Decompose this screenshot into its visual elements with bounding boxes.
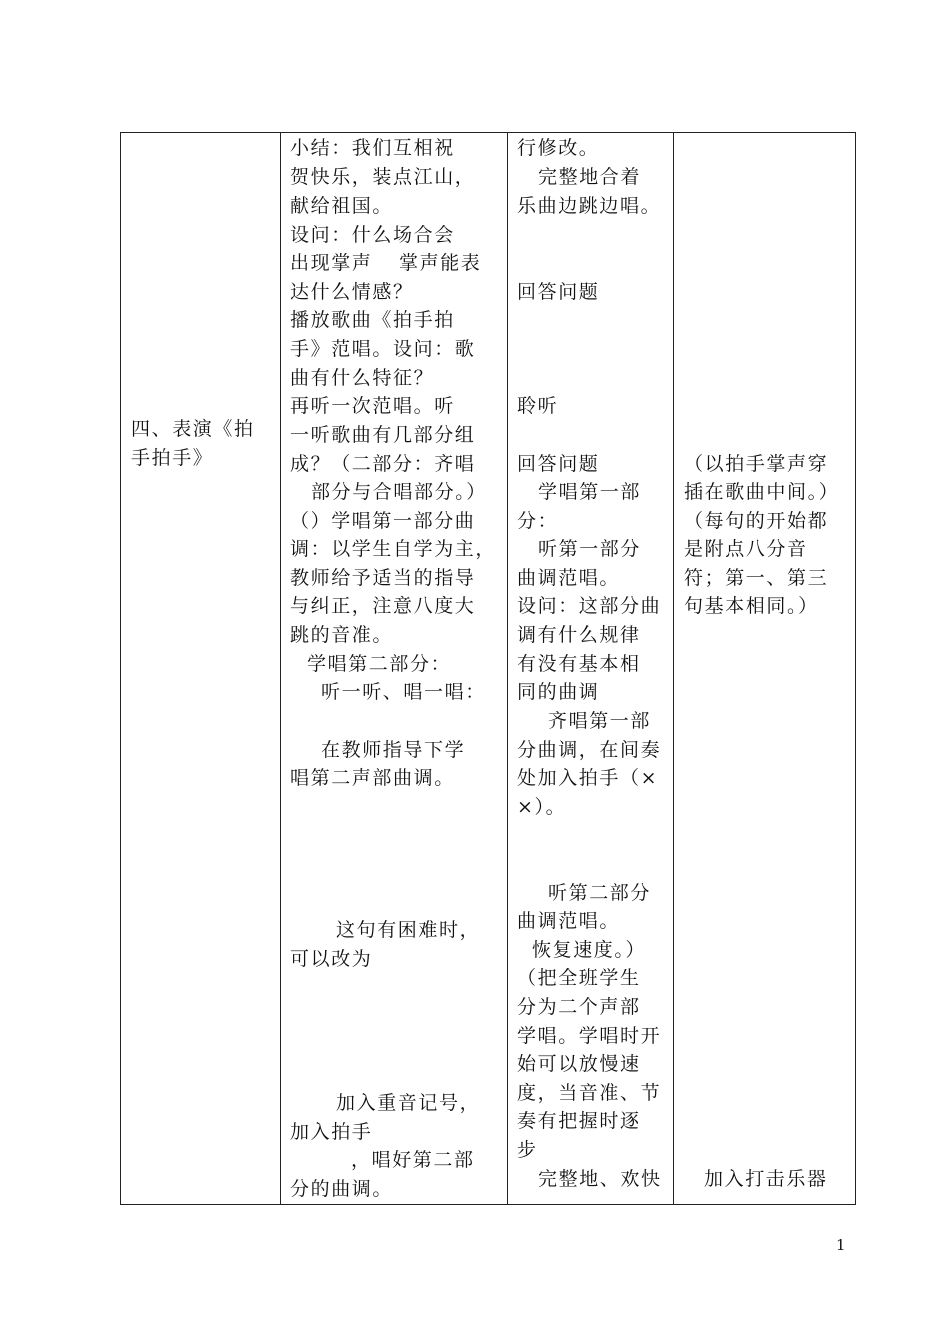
cell-text: 部分与合唱部分。） — [311, 481, 487, 503]
cell-text: 分的曲调。 — [290, 1178, 394, 1200]
cell-text: 度，当音准、节 — [517, 1082, 662, 1104]
cell-text: 完整地合着 — [538, 166, 642, 188]
cell-text: 加入拍手 — [290, 1121, 373, 1143]
cell-text: 成？（二部分：齐唱 — [290, 453, 476, 475]
column-stage — [121, 133, 280, 1204]
cell-text: 一听歌曲有几部分组 — [290, 424, 476, 446]
column-teacher-activity — [280, 133, 507, 1204]
cell-text: 在教师指导下学 — [321, 739, 466, 761]
cell-text: 唱第二声部曲调。 — [290, 767, 455, 789]
cell-text: 处加入拍手（× — [517, 767, 659, 789]
cell-text: 听第一部分 — [538, 538, 642, 560]
column-notes — [673, 133, 855, 1204]
cell-text: 设问：这部分曲 — [517, 595, 662, 617]
cell-text: 是附点八分音 — [684, 538, 808, 560]
cell-text: 学唱第二部分： — [307, 653, 452, 675]
cell-text: 齐唱第一部 — [548, 710, 652, 732]
cell-text: 与纠正，注意八度大 — [290, 595, 476, 617]
cell-text: 设问：什么场合会 — [290, 224, 455, 246]
cell-text: 献给祖国。 — [290, 195, 394, 217]
cell-text: 手拍手》 — [131, 447, 214, 469]
cell-text: 乐曲边跳边唱。 — [517, 195, 662, 217]
cell-text: 再听一次范唱。听 — [290, 395, 455, 417]
cell-text: 符；第一、第三 — [684, 567, 829, 589]
cell-text: 插在歌曲中间。） — [684, 481, 840, 503]
cell-text: 达什么情感？ — [290, 281, 414, 303]
cell-text: （每句的开始都 — [684, 510, 829, 532]
cell-text: （以拍手掌声穿 — [684, 453, 829, 475]
cell-text: 调：以学生自学为主， — [290, 538, 497, 560]
cell-text: 听第二部分 — [548, 882, 652, 904]
cell-text: 学唱第一部 — [538, 481, 642, 503]
cell-text: 聆听 — [517, 395, 559, 417]
cell-text: 可以改为 — [290, 948, 373, 970]
cell-text: 加入重音记号， — [336, 1092, 481, 1114]
cell-text: 跳的音准。 — [290, 624, 394, 646]
cell-text: 同的曲调 — [517, 681, 600, 703]
cell-text: 分曲调，在间奏 — [517, 739, 662, 761]
cell-text: 分： — [517, 510, 559, 532]
cell-text: 回答问题 — [517, 453, 600, 475]
cell-text: （）学唱第一部分曲 — [290, 510, 476, 532]
cell-text: 听一听、唱一唱： — [321, 681, 486, 703]
cell-text: 曲有什么特征？ — [290, 367, 435, 389]
cell-text: 有没有基本相 — [517, 653, 641, 675]
cell-text: 行修改。 — [517, 137, 600, 159]
cell-text: 句基本相同。） — [684, 595, 819, 617]
cell-text: 出现掌声 — [290, 252, 373, 274]
cell-text: 学唱。学唱时开 — [517, 1025, 662, 1047]
cell-text: 步 — [517, 1139, 538, 1161]
cell-text: 分为二个声部 — [517, 996, 641, 1018]
cell-text: 调有什么规律 — [517, 624, 641, 646]
cell-text: 加入打击乐器 — [704, 1168, 828, 1190]
cell-text: 曲调范唱。 — [517, 567, 621, 589]
cell-text: 四、表演《拍 — [131, 418, 255, 440]
cell-text: 教师给予适当的指导 — [290, 567, 476, 589]
cell-text: 完整地、欢快 — [538, 1168, 662, 1190]
cell-text: 掌声能表 — [399, 252, 482, 274]
cell-text: ×）。 — [517, 796, 567, 818]
cell-text: 恢复速度。） — [532, 939, 647, 961]
cell-text: 曲调范唱。 — [517, 910, 621, 932]
cell-text: 手》范唱。设问：歌 — [290, 338, 476, 360]
cell-text: 这句有困难时， — [336, 919, 481, 941]
cell-text: （把全班学生 — [517, 967, 641, 989]
cell-text: 始可以放慢速 — [517, 1053, 641, 1075]
lesson-plan-table — [120, 132, 856, 1205]
cell-text: 小结：我们互相祝 — [290, 137, 455, 159]
cell-text: 贺快乐，装点江山， — [290, 166, 476, 188]
cell-text: 奏有把握时逐 — [517, 1110, 641, 1132]
cell-text: ，唱好第二部 — [351, 1149, 475, 1171]
cell-text: 回答问题 — [517, 281, 600, 303]
cell-text: 播放歌曲《拍手拍 — [290, 309, 455, 331]
page-number: 1 — [836, 1236, 846, 1254]
column-student-activity — [507, 133, 673, 1204]
